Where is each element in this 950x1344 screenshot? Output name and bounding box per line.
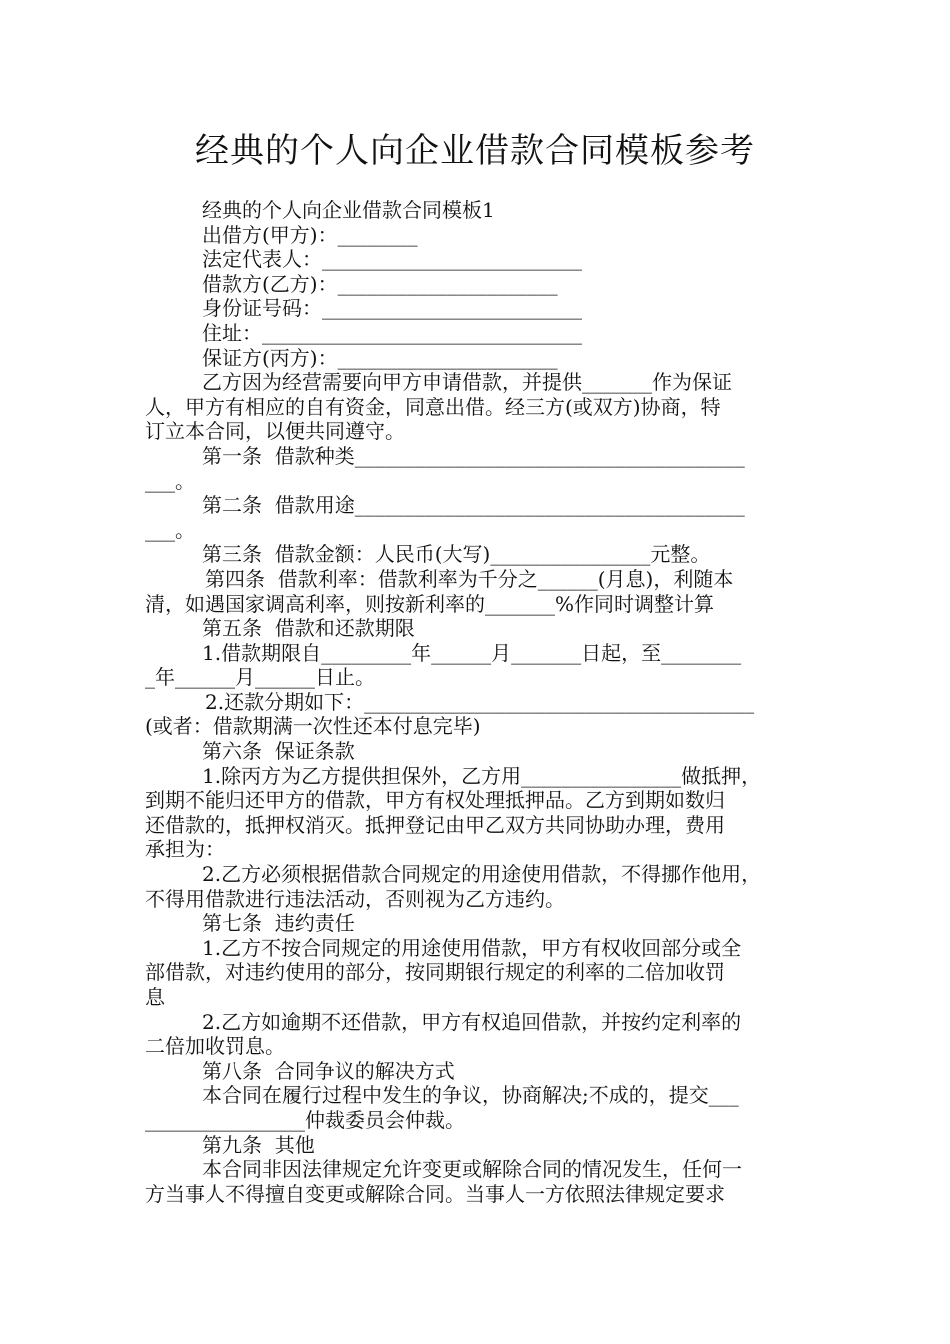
document-line: 第八条 合同争议的解决方式 [202, 1058, 455, 1083]
document-line: 借款方(乙方)：______________________ [202, 271, 558, 296]
document-line: 出借方(甲方)：________ [202, 222, 418, 247]
document-body [145, 198, 810, 1206]
document-line: _年______月______日止。 [145, 665, 375, 690]
document-line: 不得用借款进行违法活动，否则视为乙方违约。 [145, 886, 565, 911]
document-line: 第五条 借款和还款期限 [202, 616, 415, 641]
document-line: 第三条 借款金额：人民币(大写)________________元整。 [202, 542, 711, 567]
document-line: 第九条 其他 [202, 1132, 315, 1157]
document-line: 息 [145, 985, 165, 1009]
document-line: 第六条 保证条款 [202, 739, 355, 764]
document-line: (或者：借款期满一次性还本付息完毕) [145, 714, 481, 739]
document-line: 到期不能归还甲方的借款，甲方有权处理抵押品。乙方到期如数归 [145, 788, 725, 813]
document-line: 二倍加收罚息。 [145, 1034, 285, 1059]
document-line: 方当事人不得擅自变更或解除合同。当事人一方依照法律规定要求 [145, 1181, 725, 1206]
document-line: 身份证号码：__________________________ [202, 296, 582, 321]
document-line: 保证方(丙方)：______________________ [202, 345, 558, 370]
document-line: 人，甲方有相应的自有资金，同意出借。经三方(或双方)协商，特 [145, 394, 721, 419]
document-line: 2.乙方必须根据借款合同规定的用途使用借款，不得挪作他用， [202, 862, 762, 887]
document-line: 2.还款分期如下：_______________________________________ [205, 689, 755, 714]
document-line: 经典的个人向企业借款合同模板1 [202, 198, 495, 222]
document-line: 2.乙方如逾期不还借款，甲方有权追回借款，并按约定利率的 [202, 1009, 742, 1034]
document-line: 第四条 借款利率：借款利率为千分之______(月息)，利随本 [205, 566, 734, 591]
document-line: 本合同在履行过程中发生的争议，协商解决;不成的，提交___ [202, 1083, 739, 1108]
document-line: 部借款，对违约使用的部分，按同期银行规定的利率的二倍加收罚 [145, 960, 725, 985]
document-line: 法定代表人：__________________________ [202, 247, 582, 272]
document-line: ___。 [145, 517, 195, 542]
document-line: 清，如遇国家调高利率，则按新利率的_______%作同时调整计算 [145, 591, 715, 616]
document-line: 第一条 借款种类_______________________________________ [202, 443, 745, 468]
document-line: ___。 [145, 468, 195, 493]
document-line: 第七条 违约责任 [202, 911, 355, 936]
document-line: 1.借款期限自_________年______月_______日起，至________ [202, 640, 742, 665]
document-line: 本合同非因法律规定允许变更或解除合同的情况发生，任何一 [202, 1157, 742, 1182]
document-line: 承担为： [145, 837, 225, 862]
document-line: 订立本合同，以便共同遵守。 [145, 419, 405, 444]
document-line: 住址：________________________________ [202, 320, 582, 345]
document-line: 1.除丙方为乙方提供担保外，乙方用________________做抵押， [202, 763, 762, 788]
document-line: ________________仲裁委员会仲裁。 [145, 1107, 465, 1132]
document-line: 1.乙方不按合同规定的用途使用借款，甲方有权收回部分或全 [202, 935, 742, 960]
document-line: 第二条 借款用途_______________________________________ [202, 493, 745, 518]
document-title: 经典的个人向企业借款合同模板参考 [195, 131, 755, 171]
document-line: 还借款的，抵押权消灭。抵押登记由甲乙双方共同协助办理，费用 [145, 812, 725, 837]
document-line: 乙方因为经营需要向甲方申请借款，并提供_______作为保证 [202, 370, 732, 395]
